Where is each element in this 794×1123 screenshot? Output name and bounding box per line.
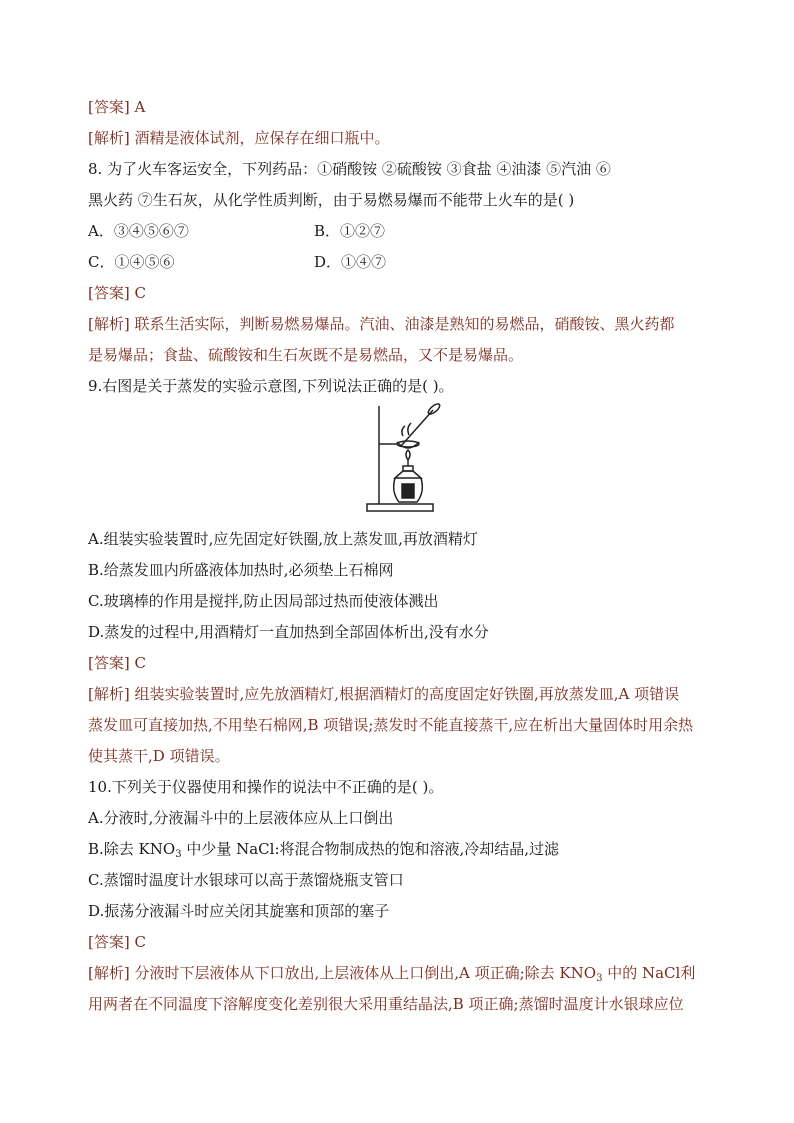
answer-7: [答案] A <box>88 98 146 116</box>
question-8-options-cd <box>88 247 728 278</box>
explanation-10-line-2: 用两者在不同温度下溶解度变化差别很大采用重结晶法,B 项正确;蒸馏时温度计水银球应位 <box>88 995 684 1013</box>
explanation-10-text-2: 中的 NaCl利 <box>602 964 696 982</box>
question-9: 9.右图是关于蒸发的实验示意图,下列说法正确的是( )。 <box>88 377 454 395</box>
explanation-9-line-2: 蒸发皿可直接加热,不用垫石棉网,B 项错误;蒸发时不能直接蒸干,应在析出大量固体时用余热 <box>88 716 694 734</box>
explanation-9-line-1: [解析] 组装实验装置时,应先放酒精灯,根据酒精灯的高度固定好铁圈,再放蒸发皿,A 项错误 <box>88 685 680 703</box>
question-10: 10.下列关于仪器使用和操作的说法中不正确的是( )。 <box>88 778 444 796</box>
explanation-10-subscript: 3 <box>596 973 603 984</box>
question-8-line-1: 8. 为了火车客运安全，下列药品：①硝酸铵 ②硫酸铵 ③食盐 ④油漆 ⑤汽油 ⑥ <box>88 160 611 178</box>
evaporation-apparatus-icon <box>365 402 445 518</box>
option-9c: C.玻璃棒的作用是搅拌,防止因局部过热而使液体溅出 <box>88 592 439 610</box>
option-10c: C.蒸馏时温度计水银球可以高于蒸馏烧瓶支管口 <box>88 871 404 889</box>
option-10b-text-1: B.除去 KNO <box>88 840 176 858</box>
question-8-options-ab <box>88 216 728 247</box>
answer-9: [答案] C <box>88 654 146 672</box>
explanation-9-line-3: 使其蒸干,D 项错误。 <box>88 747 230 765</box>
option-8c: C．①④⑤⑥ <box>88 253 175 271</box>
document-page <box>88 92 728 1020</box>
answer-8: [答案] C <box>88 284 146 302</box>
explanation-8-line-2: 是易爆品；食盐、硫酸铵和生石灰既不是易燃品，又不是易爆品。 <box>88 346 524 364</box>
option-9d: D.蒸发的过程中,用酒精灯一直加热到全部固体析出,没有水分 <box>88 623 489 641</box>
evaporation-figure <box>88 402 728 524</box>
option-9a: A.组装实验装置时,应先固定好铁圈,放上蒸发皿,再放酒精灯 <box>88 530 478 548</box>
option-10b-subscript: 3 <box>175 849 182 860</box>
option-10b-text-2: 中少量 NaCl:将混合物制成热的饱和溶液,冷却结晶,过滤 <box>181 840 560 858</box>
option-9b: B.给蒸发皿内所盛液体加热时,必须垫上石棉网 <box>88 561 394 579</box>
option-10a: A.分液时,分液漏斗中的上层液体应从上口倒出 <box>88 809 394 827</box>
option-10b <box>88 834 728 865</box>
question-8-line-2: 黑火药 ⑦生石灰，从化学性质判断，由于易燃易爆而不能带上火车的是( ) <box>88 191 575 209</box>
answer-10: [答案] C <box>88 933 146 951</box>
explanation-10-line-1 <box>88 958 728 989</box>
option-8b: B．①②⑦ <box>314 222 386 240</box>
explanation-7: [解析] 酒精是液体试剂，应保存在细口瓶中。 <box>88 129 390 147</box>
explanation-8-line-1: [解析] 联系生活实际，判断易燃易爆品。汽油、油漆是熟知的易燃品，硝酸铵、黑火药都 <box>88 315 675 333</box>
option-8a: A．③④⑤⑥⑦ <box>88 222 189 240</box>
explanation-10-text-1: [解析] 分液时下层液体从下口放出,上层液体从上口倒出,A 项正确;除去 KNO <box>88 964 597 982</box>
option-10d: D.振荡分液漏斗时应关闭其旋塞和顶部的塞子 <box>88 902 390 920</box>
option-8d: D．①④⑦ <box>314 253 387 271</box>
